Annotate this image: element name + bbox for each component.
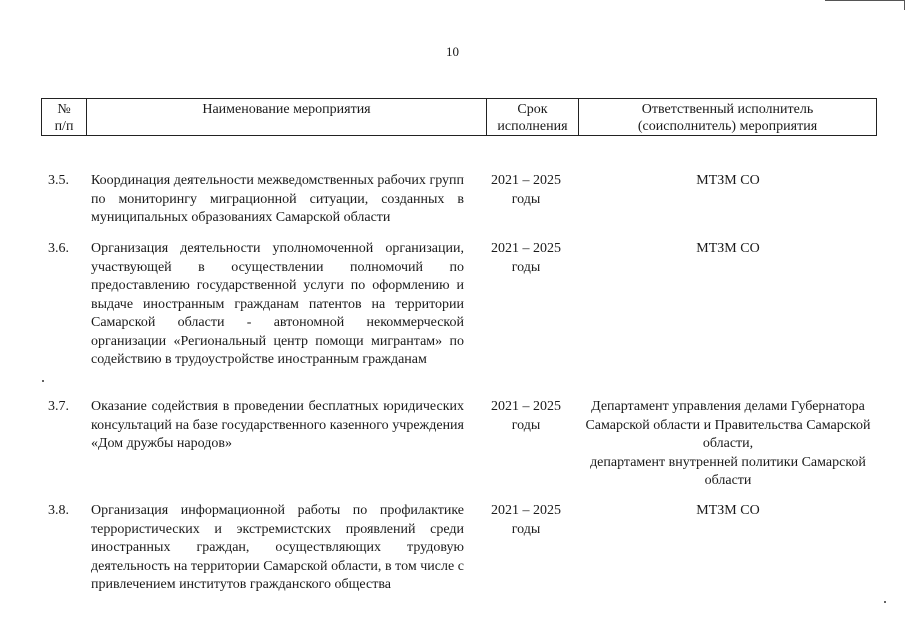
- row-responsible: Департамент управления делами Губернатора Самарской области и Правительства Самарской области, департамент внутренней политики Самарской области: [585, 399, 871, 488]
- header-responsible: [579, 99, 876, 135]
- row-term: 2021 – 2025 годы: [491, 503, 561, 537]
- row-term: 2021 – 2025 годы: [491, 173, 561, 207]
- header-term-label: Срок исполнения: [497, 102, 568, 134]
- row-number: 3.8.: [48, 503, 69, 518]
- header-term: [487, 99, 579, 135]
- row-number: 3.7.: [48, 399, 69, 414]
- header-name: [87, 99, 487, 135]
- row-name: Координация деятельности межведомственных рабочих групп по мониторингу миграционной ситуации, созданных в муниципальных образованиях Самарской области: [91, 173, 464, 225]
- header-name-label: Наименование мероприятия: [202, 102, 371, 117]
- table-header: [41, 98, 877, 136]
- row-responsible: МТЗМ СО: [696, 503, 760, 518]
- header-number-label: № п/п: [54, 102, 74, 134]
- header-number: [42, 99, 87, 135]
- row-name: Организация информационной работы по профилактике террористических и экстремистских проявлений среди иностранных граждан, осуществляющих трудовую деятельность на территории Самарской области, в том числе с привлечением институтов гражданского общества: [91, 503, 464, 592]
- header-responsible-label: Ответственный исполнитель (соисполнитель) мероприятия: [637, 102, 818, 134]
- scan-speck: [42, 380, 44, 382]
- row-responsible: МТЗМ СО: [696, 241, 760, 256]
- row-term: 2021 – 2025 годы: [491, 399, 561, 433]
- page-number: 10: [446, 44, 459, 59]
- row-number: 3.6.: [48, 241, 69, 256]
- row-name: Оказание содействия в проведении бесплатных юридических консультаций на базе государственного казенного учреждения «Дом дружбы народов»: [91, 399, 464, 451]
- row-number: 3.5.: [48, 173, 69, 188]
- row-name: Организация деятельности уполномоченной организации, участвующей в осуществлении полномочий по предоставлению государственной услуги по оформлению и выдаче иностранным гражданам патентов на территории Самарской области - автономной некоммерческой организации «Региональный центр помощи мигрантам» по содействию в трудоустройстве иностранным гражданам: [91, 241, 464, 367]
- row-responsible: МТЗМ СО: [696, 173, 760, 188]
- scan-speck: [884, 601, 886, 603]
- row-term: 2021 – 2025 годы: [491, 241, 561, 275]
